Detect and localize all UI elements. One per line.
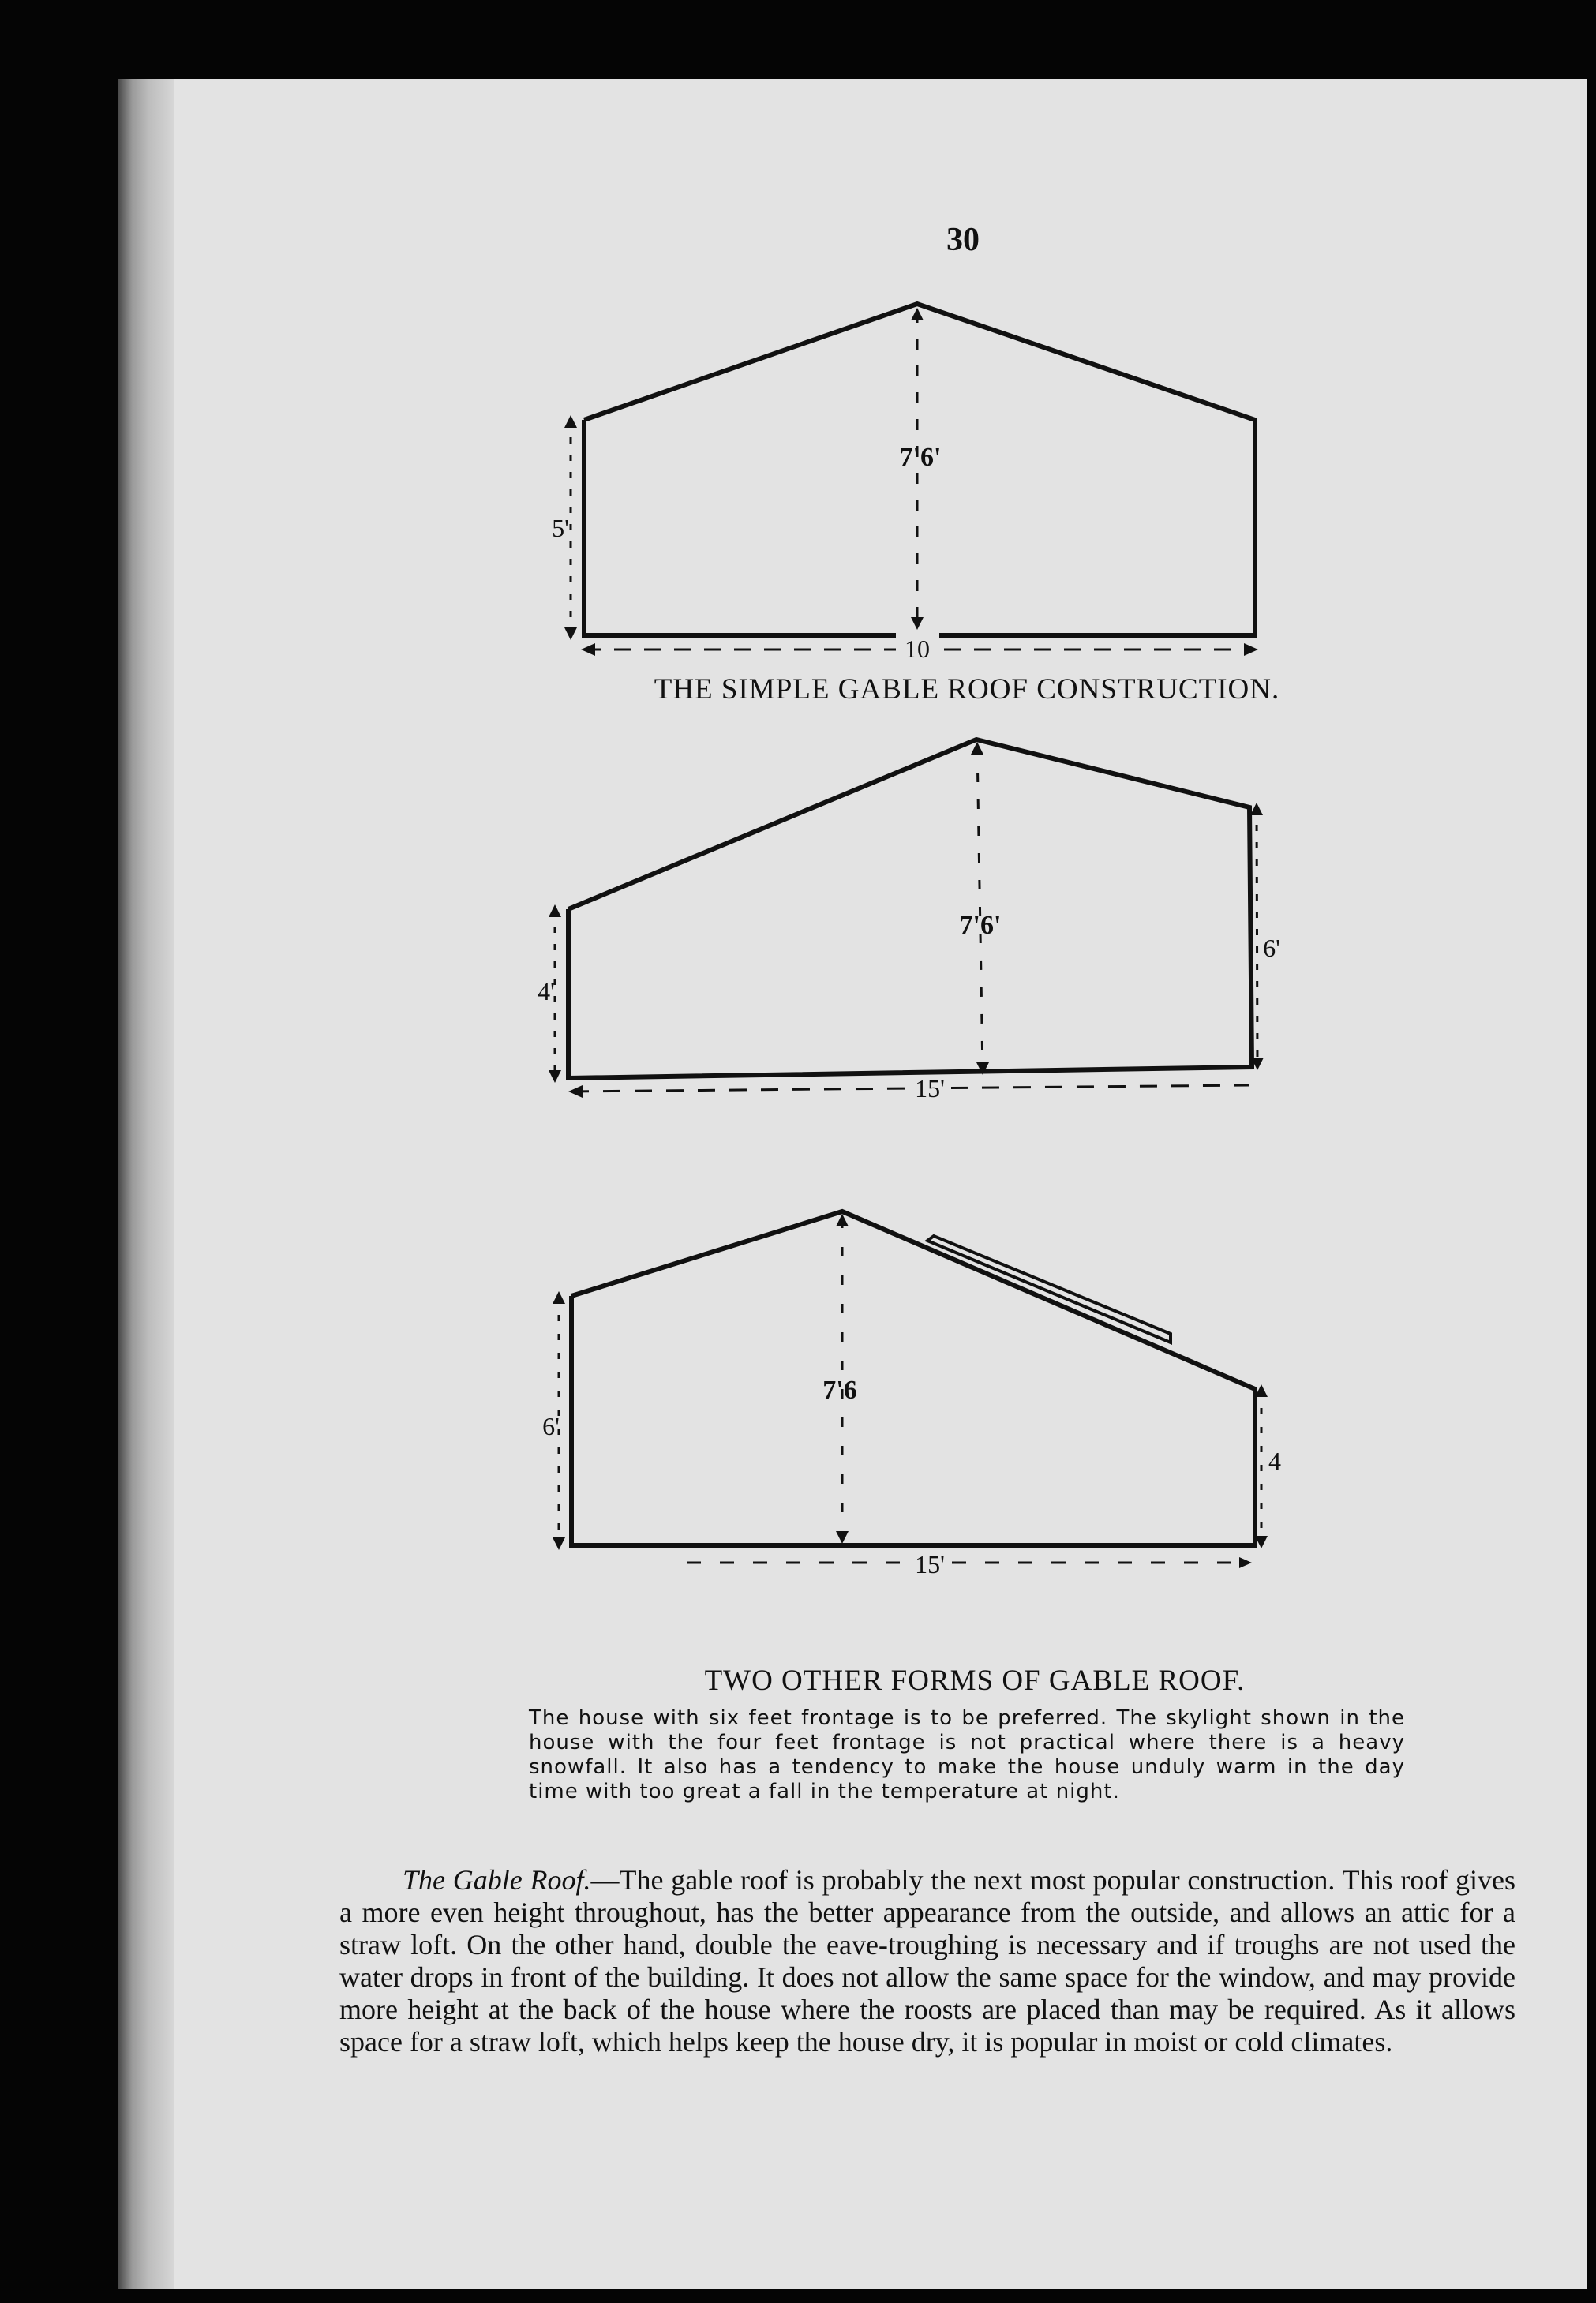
figure-2-front-height-label: 6' (1263, 934, 1280, 962)
figure-3-ridge-height-label: 7'6 (822, 1376, 857, 1405)
run-in-heading: The Gable Roof. (403, 1864, 591, 1896)
figure-3-ridge-arrow-bottom (836, 1531, 849, 1544)
figure-1-width-arrow-right (1244, 643, 1258, 656)
figure-1-simple-gable (552, 304, 1258, 663)
figure-3-outline (571, 1211, 1255, 1545)
figure-3-width-label: 15' (915, 1550, 945, 1578)
figure-2-width-label: 15' (915, 1074, 945, 1103)
figures-2-3-note: The house with six feet frontage is to be preferred. The skylight shown in the house with the four feet frontage is not practical where there is a heavy snowfall. It also has a tendency to make the house unduly warm in the day time with too great a fall in the temperature at night. (529, 1706, 1405, 1803)
figure-2-ridge-height-label: 7'6' (959, 911, 1002, 940)
figure-1-ridge-arrow-top (911, 308, 924, 320)
figure-1-wall-arrow-bottom (564, 627, 577, 640)
gable-roof-paragraph (339, 1864, 1515, 2058)
figure-1-caption: THE SIMPLE GABLE ROOF CONSTRUCTION. (654, 673, 1280, 706)
figure-1-ridge-arrow-bottom (911, 617, 924, 630)
page-number: 30 (946, 222, 980, 258)
figure-2-front-arrow-top (549, 904, 561, 917)
paragraph-text: —The gable roof is probably the next most popular construction. This roof gives a more even height throughout, has the better appearance from the outside, and allows an attic for a straw loft. On the other hand, double the eave-troughing is necessary and if troughs are not used the water drops in front of the building. It does not allow the same space for the window, and may provide more height at the back of the house where the roosts are placed than may be required. As it allows space for a straw loft, which helps keep the house dry, it is popular in moist or cold climates. (339, 1864, 1515, 2058)
figure-2-width-arrow-left (568, 1085, 583, 1098)
figure-2-ridge-dimension (977, 746, 983, 1072)
figure-3-skylight (927, 1236, 1171, 1342)
figure-2-ridge-arrow-top (971, 742, 983, 755)
book-page (118, 79, 1587, 2289)
figures-2-3-caption: TWO OTHER FORMS OF GABLE ROOF. (704, 1665, 1246, 1697)
figure-2-outline (568, 740, 1252, 1078)
figure-3-front-arrow-bottom (553, 1537, 565, 1550)
figure-3-front-arrow-top (553, 1291, 565, 1304)
figure-2-front-arrow-bottom (549, 1070, 561, 1083)
figure-1-ridge-height-label: 7'6' (899, 443, 942, 472)
figure-3-back-height-label: 4 (1268, 1447, 1281, 1475)
figure-2-back-arrow-top (1250, 803, 1263, 815)
figure-3-gable-four-foot-frontage (542, 1211, 1281, 1578)
figure-3-front-height-label: 6' (542, 1412, 560, 1440)
figure-2-back-height-label: 4' (538, 977, 555, 1005)
figure-1-wall-height-label: 5' (552, 514, 569, 542)
figure-1-width-label: 10 (905, 635, 930, 663)
figure-3-width-arrow-right (1239, 1557, 1252, 1568)
figure-1-wall-arrow-top (564, 415, 577, 428)
figure-2-gable-six-foot-frontage (538, 740, 1280, 1103)
figure-1-width-arrow-left (581, 643, 595, 656)
body-text (339, 1864, 1515, 2058)
